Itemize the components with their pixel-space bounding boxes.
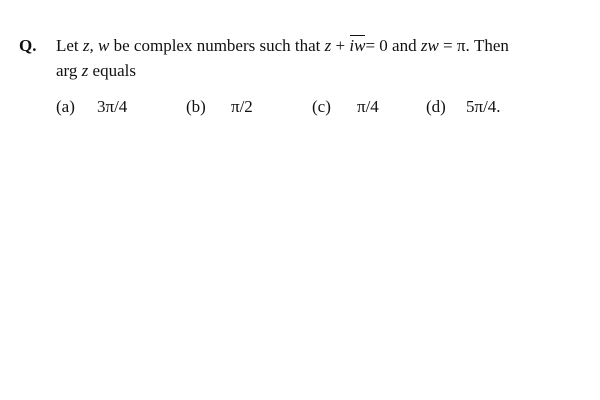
variable-w: w [98,36,110,55]
question-label: Q. [19,36,37,55]
question-text-line-2 [56,61,136,81]
text-segment: be complex numbers such that [109,36,325,55]
variable-z: z, [82,36,94,55]
option-d-label: (d) [426,97,446,116]
option-d-value: 5π/4. [466,97,501,116]
option-b-label: (b) [186,97,206,116]
option-a-label: (a) [56,97,75,116]
text-segment: arg [56,61,82,80]
text-segment: = 0 and [365,36,421,55]
conjugate-iw: iw [349,36,366,55]
option-c-label: (c) [312,97,331,116]
option-a-value: 3π/4 [97,97,128,116]
option-c-value: π/4 [357,97,379,116]
variable-z: z [324,36,332,55]
variable-zw: zw [420,36,439,55]
variable-z: z [81,61,89,80]
text-segment: = π. Then [438,36,509,55]
text-segment: + [331,36,350,55]
option-b-value: π/2 [231,97,253,116]
text-segment: equals [88,61,136,80]
question-text-line-1 [56,36,509,56]
text-segment: Let [56,36,83,55]
answer-options [0,97,600,119]
